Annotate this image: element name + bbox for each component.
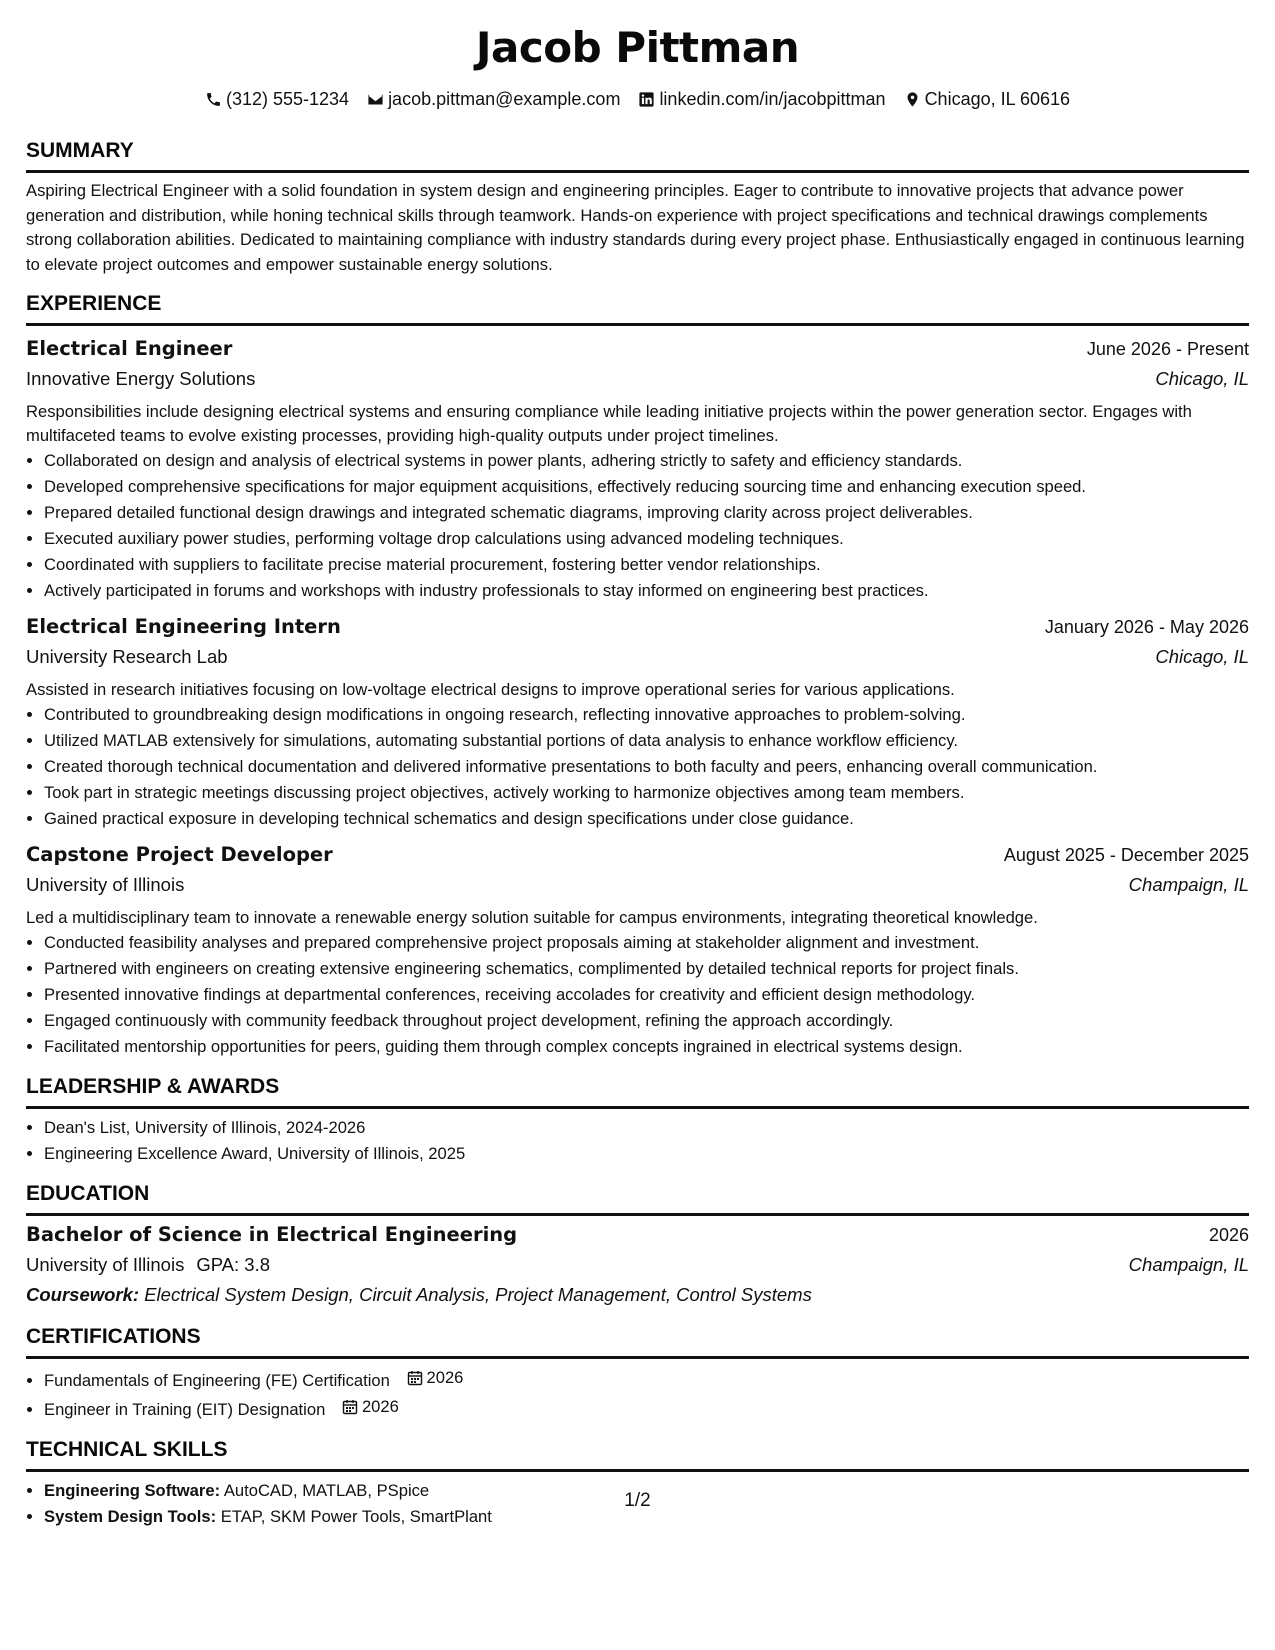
location-text: Chicago, IL 60616: [924, 89, 1071, 109]
coursework-line: [26, 1280, 1249, 1310]
skill-value: AutoCAD, MATLAB, PSpice: [223, 1481, 430, 1500]
phone-icon: [205, 91, 222, 108]
resume-page: [26, 20, 1249, 1530]
list-item: • Executed auxiliary power studies, performing voltage drop calculations using advanced modeling techniques.: [44, 526, 1249, 552]
skill-value: ETAP, SKM Power Tools, SmartPlant: [220, 1507, 492, 1526]
job-title: Electrical Engineer: [26, 337, 233, 360]
coursework-list: Electrical System Design, Circuit Analysis, Project Management, Control Systems: [144, 1284, 812, 1305]
school-line: [26, 1250, 270, 1280]
calendar-icon: [407, 1370, 423, 1386]
certifications-section: [26, 1324, 1249, 1423]
job-description: Assisted in research initiatives focusing on low-voltage electrical designs to improve operational series for various applications.: [26, 680, 955, 699]
skill-label: Engineering Software:: [44, 1481, 221, 1500]
job-entry: [26, 334, 1249, 604]
job-title: Capstone Project Developer: [26, 843, 333, 866]
summary-text: Aspiring Electrical Engineer with a solid foundation in system design and engineering principles. Eager to contribute to innovative projects that advance power generation and distribution, while honing technical skills through teamwork. Hands-on experience with project specifications and technical drawings complements strong collaboration abilities. Dedicated to maintaining compliance with industry standards during every project phase. Enthusiastically engaged in continuous learning to elevate project outcomes and empower sustainable energy solutions.: [26, 181, 1245, 274]
section-title: TECHNICAL SKILLS: [26, 1437, 1249, 1472]
contact-bar: [26, 88, 1249, 110]
list-item: • Prepared detailed functional design drawings and integrated schematic diagrams, improving clarity across project deliverables.: [44, 500, 1249, 526]
linkedin-icon: [638, 91, 655, 108]
leadership-section: [26, 1074, 1249, 1167]
summary-section: [26, 138, 1249, 277]
list-item: • Gained practical exposure in developing technical schematics and design specifications under close guidance.: [44, 806, 1249, 832]
job-description: Led a multidisciplinary team to innovate a renewable energy solution suitable for campus environments, integrating theoretical knowledge.: [26, 908, 1038, 927]
list-item: • Engineering Excellence Award, University of Illinois, 2025: [44, 1141, 1249, 1167]
section-title: LEADERSHIP & AWARDS: [26, 1074, 1249, 1109]
degree-title: Bachelor of Science in Electrical Engineering: [26, 1223, 518, 1246]
gpa: GPA: 3.8: [196, 1254, 271, 1275]
education-section: [26, 1181, 1249, 1310]
phone-text: (312) 555-1234: [225, 89, 350, 109]
list-item: • Developed comprehensive specifications for major equipment acquisitions, effectively reducing sourcing time and enhancing execution speed.: [44, 474, 1249, 500]
contact-location: [904, 88, 1070, 110]
list-item: • Took part in strategic meetings discussing project objectives, actively working to harmonize objectives among team members.: [44, 780, 1249, 806]
list-item: • Contributed to groundbreaking design modifications in ongoing research, reflecting innovative approaches to problem-solving.: [44, 702, 1249, 728]
list-item: [44, 1365, 1249, 1394]
coursework-label: Coursework:: [26, 1284, 140, 1305]
list-item: • Facilitated mentorship opportunities for peers, guiding them through complex concepts ingrained in electrical systems design.: [44, 1034, 1249, 1060]
cert-year: 2026: [361, 1397, 399, 1416]
section-title: CERTIFICATIONS: [26, 1324, 1249, 1359]
list-item: • Engaged continuously with community feedback throughout project development, refining the approach accordingly.: [44, 1008, 1249, 1034]
contact-phone[interactable]: [205, 88, 349, 110]
list-item: • Dean's List, University of Illinois, 2024-2026: [44, 1115, 1249, 1141]
section-title: SUMMARY: [26, 138, 1249, 173]
section-title: EDUCATION: [26, 1181, 1249, 1216]
map-pin-icon: [904, 91, 921, 108]
list-item: • Created thorough technical documentation and delivered informative presentations to both faculty and peers, enhancing overall communication.: [44, 754, 1249, 780]
section-title: EXPERIENCE: [26, 291, 1249, 326]
job-date: August 2025 - December 2025: [1003, 845, 1249, 865]
contact-email[interactable]: [367, 88, 620, 110]
list-item: [44, 1394, 1249, 1423]
experience-section: [26, 291, 1249, 1060]
candidate-name: Jacob Pittman: [475, 23, 800, 72]
job-title: Electrical Engineering Intern: [26, 615, 341, 638]
contact-linkedin[interactable]: [638, 88, 885, 110]
job-organization: Innovative Energy Solutions: [26, 368, 256, 389]
skills-section: [26, 1437, 1249, 1530]
job-location: Chicago, IL: [1155, 368, 1249, 389]
job-entry: [26, 840, 1249, 1060]
job-entry: [26, 612, 1249, 832]
skill-label: System Design Tools:: [44, 1507, 217, 1526]
list-item: • Utilized MATLAB extensively for simulations, automating substantial portions of data analysis to enhance workflow efficiency.: [44, 728, 1249, 754]
page-number: 1/2: [624, 1490, 651, 1511]
linkedin-text: linkedin.com/in/jacobpittman: [659, 89, 886, 109]
list-item: • Conducted feasibility analyses and prepared comprehensive project proposals aiming at stakeholder alignment and investment.: [44, 930, 1249, 956]
job-location: Champaign, IL: [1128, 874, 1249, 895]
job-description: Responsibilities include designing electrical systems and ensuring compliance while leading initiative projects within the power generation sector. Engages with multifaceted teams to evolve existing processes, providing high-quality outputs under project timelines.: [26, 402, 1192, 445]
calendar-icon: [342, 1399, 358, 1415]
list-item: • Coordinated with suppliers to facilitate precise material procurement, fostering better vendor relationships.: [44, 552, 1249, 578]
job-bullets: [26, 930, 1249, 1060]
cert-name: Fundamentals of Engineering (FE) Certification: [44, 1371, 390, 1390]
cert-year: 2026: [426, 1368, 464, 1387]
certifications-list: [26, 1365, 1249, 1423]
awards-list: [26, 1115, 1249, 1167]
cert-name: Engineer in Training (EIT) Designation: [44, 1400, 326, 1419]
job-date: June 2026 - Present: [1086, 339, 1249, 359]
list-item: • Presented innovative findings at departmental conferences, receiving accolades for creativity and efficient design methodology.: [44, 982, 1249, 1008]
job-organization: University Research Lab: [26, 646, 228, 667]
list-item: • Collaborated on design and analysis of electrical systems in power plants, adhering strictly to safety and efficiency standards.: [44, 448, 1249, 474]
job-location: Chicago, IL: [1155, 646, 1249, 667]
job-bullets: [26, 448, 1249, 604]
job-organization: University of Illinois: [26, 874, 185, 895]
list-item: • Actively participated in forums and workshops with industry professionals to stay informed on engineering best practices.: [44, 578, 1249, 604]
envelope-icon: [367, 91, 384, 108]
job-date: January 2026 - May 2026: [1044, 617, 1249, 637]
school-name: University of Illinois: [26, 1254, 185, 1275]
job-bullets: [26, 702, 1249, 832]
email-text: jacob.pittman@example.com: [388, 89, 621, 109]
graduation-year: 2026: [1208, 1225, 1249, 1245]
list-item: • Partnered with engineers on creating extensive engineering schematics, complimented by detailed technical reports for project finals.: [44, 956, 1249, 982]
school-location: Champaign, IL: [1128, 1254, 1249, 1275]
